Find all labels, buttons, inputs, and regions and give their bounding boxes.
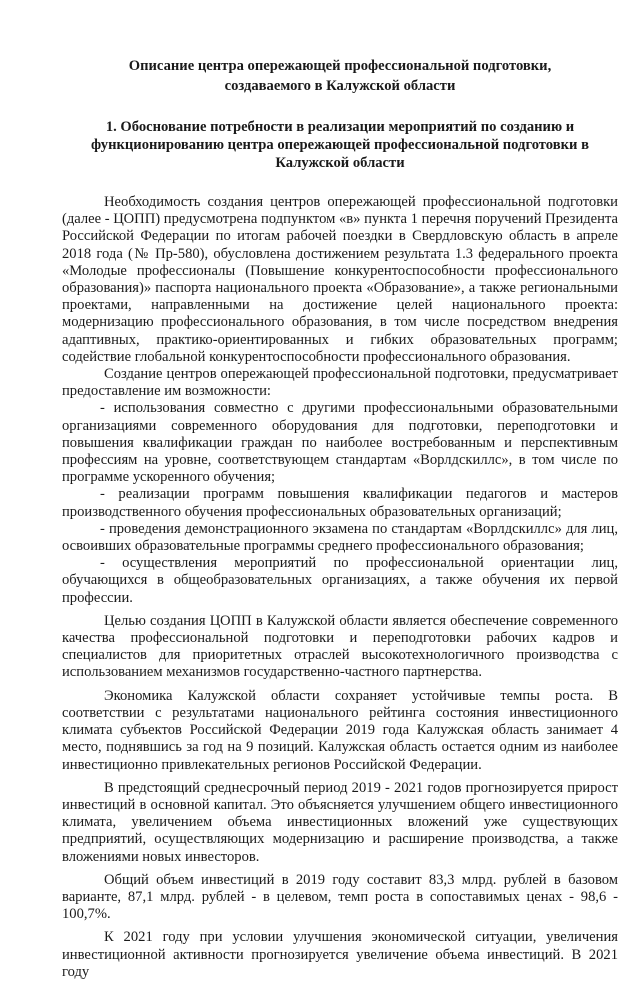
title-line-2: создаваемого в Калужской области — [224, 78, 456, 94]
list-item-2: - реализации программ повышения квалификации педагогов и мастеров производственного обучения профессиональных образовательных организаций; — [62, 486, 618, 520]
paragraph-2: Создание центров опережающей профессиональной подготовки, предусматривает предоставление им возможности: — [62, 366, 618, 400]
document-title — [62, 56, 618, 96]
list-item-3: - проведения демонстрационного экзамена по стандартам «Ворлдскиллс» для лиц, освоивших образовательные программы среднего профессионального образования; — [62, 520, 618, 555]
section-heading: 1. Обоснование потребности в реализации мероприятий по созданию и функционированию центра опережающей профессиональной подготовки в Калужской области — [91, 119, 589, 171]
paragraph-7: К 2021 году при условии улучшения экономической ситуации, увеличения инвестиционной активности прогнозируется увеличение объема инвестиций. В 2021 году — [62, 929, 618, 980]
title-line-1: Описание центра опережающей профессиональной подготовки, — [128, 58, 552, 74]
paragraph-4: Экономика Калужской области сохраняет устойчивые темпы роста. В соответствии с результатами национального рейтинга состояния инвестиционного климата субъектов Российской Федерации 2019 года Калужская область занимает 4 место, поднявшись за год на 9 позиций. Калужская область остается одним из наиболее инвестиционно привлекательных регионов Российской Федерации. — [62, 687, 618, 773]
paragraph-5: В предстоящий среднесрочный период 2019 - 2021 годов прогнозируется прирост инвестиций в основной капитал. Это объясняется улучшением общего инвестиционного климата, увеличением объема инвестиционных вложений уже существующих предприятий, осуществляющих модернизацию и расширение производства, а также вложениями новых инвесторов. — [62, 779, 618, 865]
document-page — [62, 56, 618, 981]
list-item-4: - осуществления мероприятий по профессиональной ориентации лиц, обучающихся в общеобразовательных организациях, а также обучения их первой профессии. — [62, 555, 618, 606]
paragraph-1: Необходимость создания центров опережающей профессиональной подготовки (далее - ЦОПП) предусмотрена подпунктом «в» пункта 1 перечня поручений Президента Российской Федерации по итогам рабочей поездки в Свердловскую область в апреле 2018 года (№ Пр-580), обусловлена достижением результата 1.3 федерального проекта «Молодые профессионалы (Повышение конкурентоспособности профессионального образования)» паспорта национального проекта «Образование», а также региональными проектами, направленными на достижение целей национального проекта: модернизацию профессионального образования, в том числе посредством внедрения адаптивных, практико-ориентированных и гибких образовательных программ; содействие глобальной конкурентоспособности профессионального образования. — [62, 194, 618, 365]
paragraph-6: Общий объем инвестиций в 2019 году составит 83,3 млрд. рублей в базовом варианте, 87,1 млрд. рублей - в целевом, темп роста в сопоставимых ценах - 98,6 - 100,7%. — [62, 871, 618, 923]
paragraph-3: Целью создания ЦОПП в Калужской области является обеспечение современного качества профессиональной подготовки и переподготовки рабочих кадров и специалистов для приоритетных отраслей высокотехнологичного производства с использованием механизмов государственно-частного партнерства. — [62, 612, 618, 681]
list-item-1: - использования совместно с другими профессиональными образовательными организациями современного оборудования для подготовки, переподготовки и повышения квалификации граждан по наиболее востребованным и перспективным профессиям на уровне, соответствующем стандартам «Ворлдскиллс», в том числе по программе ускоренного обучения; — [62, 400, 618, 486]
